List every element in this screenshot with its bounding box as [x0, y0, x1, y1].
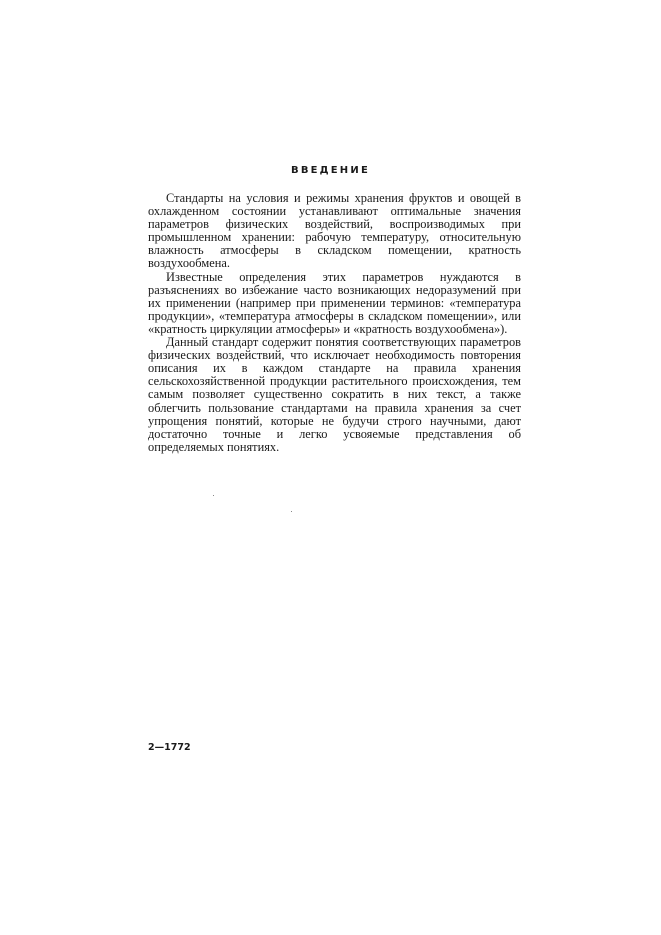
paragraph-3: Данный стандарт содержит понятия соответствующих параметров физических воздействий, что исключает необходимость повторения описания их в каждом стандарте на правила хранения сельскохозяйственной продукции растительного происхождения, тем самым позволяет существенно сократить в них текст, а также облегчить пользование стандартами на правила хранения за счет упрощения понятий, которые не будучи строго научными, дают достаточно точные и легко усвояемые представления об определяемых понятиях.: [148, 335, 521, 454]
body-text: [148, 192, 521, 454]
page-title: ВВЕДЕНИЕ: [291, 165, 370, 176]
scan-speck: [291, 511, 292, 512]
scan-speck: [213, 495, 214, 496]
page-reference: 2—1772: [148, 742, 191, 753]
paragraph-2: Известные определения этих параметров нуждаются в разъяснениях во избежание часто возникающих недоразумений при их применении (например при применении терминов: «температура продукции», «температура атмосферы в складском помещении», или «кратность циркуляции атмосферы» и «кратность воздухообмена»).: [148, 269, 521, 336]
paragraph-1: Стандарты на условия и режимы хранения фруктов и овощей в охлажденном состоянии устанавливают оптимальные значения параметров физических воздействий, воспроизводимых при промышленном хранении: рабочую температуру, относительную влажность атмосферы в складском помещении, кратность воздухообмена.: [148, 191, 521, 271]
